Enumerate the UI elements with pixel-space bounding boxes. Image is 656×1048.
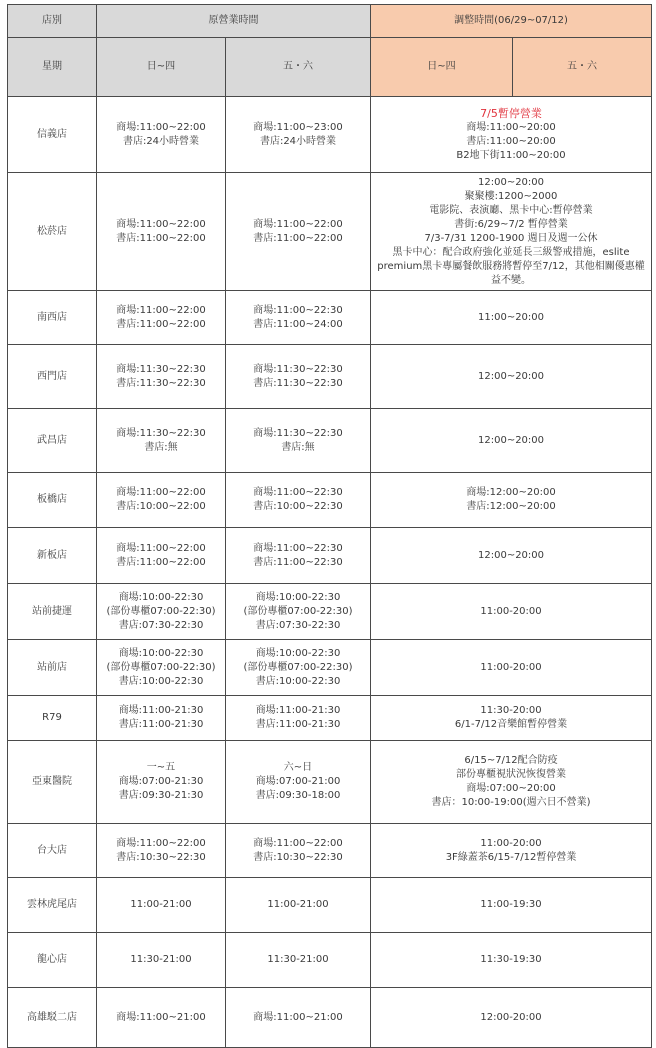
store-name: 站前捷運 [8, 584, 97, 640]
original-hours-fri-sat [226, 97, 371, 173]
table-body [8, 97, 652, 1048]
hours-line: 書店:09:30-21:30 [118, 790, 204, 801]
original-hours-sun-thu [97, 173, 226, 291]
hours-line: 商場:11:00~22:00 [116, 304, 206, 316]
hours-line: 商場:11:00~22:00 [253, 837, 343, 849]
hours-line: 商場:11:00~22:30 [253, 304, 343, 316]
original-hours-sun-thu [97, 878, 226, 933]
original-hours-fri-sat [226, 473, 371, 528]
header-orig-fri-sat: 五・六 [226, 38, 371, 97]
adjusted-hours-line: 3F綠蓋茶6/15-7/12暫停營業 [445, 851, 577, 863]
adjusted-hours [371, 696, 652, 741]
table-row [8, 933, 652, 988]
hours-line: 商場:11:00~21:00 [116, 1011, 206, 1023]
hours-line: 書店:10:30~22:30 [116, 851, 206, 863]
hours-line: 書店:10:00-22:30 [255, 675, 341, 687]
table-row [8, 528, 652, 584]
adjusted-hours [371, 878, 652, 933]
hours-line: 商場:11:00~22:00 [253, 218, 343, 230]
header-store: 店別 [8, 5, 97, 38]
adjusted-hours-line: 聚聚樓:1200~2000 [464, 190, 558, 202]
adjusted-hours [371, 97, 652, 173]
adjusted-hours [371, 473, 652, 528]
adjusted-hours-line: 11:00~20:00 [478, 311, 545, 323]
table-row [8, 584, 652, 640]
hours-line: 商場:11:00~22:00 [116, 218, 206, 230]
store-name: 西門店 [8, 345, 97, 409]
adjusted-hours-line: 書店:12:00~20:00 [466, 501, 556, 512]
hours-line: 11:30-21:00 [130, 954, 192, 965]
adjusted-hours-line: 商場:12:00~20:00 [466, 487, 556, 498]
hours-line: 書店:10:30~22:30 [253, 851, 343, 863]
original-hours-sun-thu [97, 528, 226, 584]
hours-line: 商場:10:00-22:30 [118, 647, 204, 659]
original-hours-fri-sat [226, 878, 371, 933]
table-row [8, 741, 652, 824]
original-hours-fri-sat [226, 824, 371, 878]
table-row [8, 640, 652, 696]
hours-line: 書店:09:30-18:00 [255, 790, 341, 801]
hours-line: 商場:11:00~22:00 [116, 542, 206, 554]
hours-line: 書店:11:00~22:00 [116, 318, 206, 330]
table-row [8, 291, 652, 345]
hours-line: 商場:07:00-21:00 [255, 776, 341, 787]
adjusted-hours-line: 11:00-20:00 [480, 605, 542, 617]
hours-line: 11:00-21:00 [130, 899, 192, 910]
adjusted-hours-line: 6/1-7/12音樂館暫停營業 [454, 719, 568, 730]
original-hours-fri-sat [226, 988, 371, 1048]
original-hours-fri-sat [226, 291, 371, 345]
adjusted-hours [371, 409, 652, 473]
store-name: 新板店 [8, 528, 97, 584]
adjusted-hours [371, 640, 652, 696]
table-row [8, 473, 652, 528]
adjusted-hours [371, 345, 652, 409]
store-name: 信義店 [8, 97, 97, 173]
hours-line: 商場:11:00-21:30 [255, 705, 341, 716]
hours-line: 11:00-21:00 [267, 899, 329, 910]
header-adj-fri-sat: 五・六 [513, 38, 652, 97]
original-hours-sun-thu [97, 696, 226, 741]
table-row [8, 696, 652, 741]
store-name: 站前店 [8, 640, 97, 696]
hours-line: 書店:11:00~22:30 [253, 556, 343, 568]
hours-line: 商場:11:30~22:30 [116, 427, 206, 439]
hours-line: 書店:11:30~22:30 [116, 377, 206, 389]
hours-line: 六~日 [283, 762, 313, 773]
hours-line: 11:30-21:00 [267, 954, 329, 965]
hours-line: 書店:11:00~24:00 [253, 318, 343, 330]
hours-line: 書店:24小時營業 [259, 135, 337, 147]
adjusted-hours [371, 741, 652, 824]
hours-line: 商場:11:00~22:30 [253, 487, 343, 498]
hours-line: 商場:10:00-22:30 [118, 591, 204, 603]
hours-line: 商場:07:00-21:30 [118, 776, 204, 787]
original-hours-sun-thu [97, 741, 226, 824]
hours-line: (部份專櫃07:00-22:30) [106, 661, 216, 673]
table-row [8, 988, 652, 1048]
hours-line: 書店:10:00-22:30 [118, 675, 204, 687]
hours-line: 書店:07:30-22:30 [118, 619, 204, 631]
original-hours-sun-thu [97, 97, 226, 173]
hours-line: 書店:11:30~22:30 [253, 377, 343, 389]
adjusted-hours-line: 12:00~20:00 [478, 434, 545, 446]
hours-line: 書店:11:00~22:00 [253, 232, 343, 244]
hours-line: 書店:10:00~22:00 [116, 501, 206, 512]
original-hours-sun-thu [97, 640, 226, 696]
original-hours-fri-sat [226, 741, 371, 824]
hours-line: 書店:無 [281, 441, 315, 453]
adjusted-hours-line: 12:00~20:00 [478, 370, 545, 382]
hours-line: 商場:10:00-22:30 [255, 647, 341, 659]
store-name: 南西店 [8, 291, 97, 345]
adjusted-hours-line: 書店:11:00~20:00 [466, 135, 556, 147]
original-hours-fri-sat [226, 696, 371, 741]
store-name: 亞東醫院 [8, 741, 97, 824]
adjusted-hours [371, 824, 652, 878]
original-hours-sun-thu [97, 473, 226, 528]
hours-line: 商場:10:00-22:30 [255, 591, 341, 603]
table-row [8, 409, 652, 473]
table-row [8, 173, 652, 291]
hours-line: 商場:11:30~22:30 [253, 427, 343, 439]
table-row [8, 824, 652, 878]
store-name: 龍心店 [8, 933, 97, 988]
adjusted-hours-line: 商場:07:00~20:00 [466, 783, 556, 794]
original-hours-fri-sat [226, 528, 371, 584]
hours-line: 書店:11:00~22:00 [116, 232, 206, 244]
adjusted-hours-line: 11:00-19:30 [480, 899, 542, 910]
original-hours-fri-sat [226, 933, 371, 988]
store-name: 板橋店 [8, 473, 97, 528]
adjusted-hours [371, 584, 652, 640]
hours-line: 書店:11:00-21:30 [255, 719, 341, 730]
store-name: 台大店 [8, 824, 97, 878]
hours-line: 書店:11:00~22:00 [116, 556, 206, 568]
adjusted-hours-line: 7/3-7/31 1200-1900 週日及週一公休 [424, 232, 598, 244]
table-row [8, 97, 652, 173]
original-hours-fri-sat [226, 345, 371, 409]
hours-line: (部份專櫃07:00-22:30) [106, 605, 216, 617]
hours-line: 商場:11:00~22:00 [116, 121, 206, 133]
original-hours-sun-thu [97, 584, 226, 640]
adjusted-hours-line: 書街:6/29~7/2 暫停營業 [454, 218, 568, 230]
hours-line: (部份專櫃07:00-22:30) [243, 605, 353, 617]
table-row [8, 345, 652, 409]
hours-line: 商場:11:00~22:00 [116, 837, 206, 849]
hours-line: (部份專櫃07:00-22:30) [243, 661, 353, 673]
adjusted-hours-line: 11:30-20:00 [480, 705, 542, 716]
hours-line: 商場:11:00~21:00 [253, 1011, 343, 1023]
original-hours-sun-thu [97, 345, 226, 409]
header-orig-sun-thu: 日~四 [97, 38, 226, 97]
hours-line: 商場:11:00~22:30 [253, 542, 343, 554]
hours-line: 書店:11:00-21:30 [118, 719, 204, 730]
original-hours-fri-sat [226, 584, 371, 640]
adjusted-hours-line: 12:00~20:00 [478, 549, 545, 561]
original-hours-sun-thu [97, 291, 226, 345]
adjusted-hours-line: 12:00-20:00 [480, 1011, 542, 1023]
original-hours-sun-thu [97, 824, 226, 878]
store-name: 松菸店 [8, 173, 97, 291]
table-row [8, 878, 652, 933]
adjusted-hours [371, 528, 652, 584]
adjusted-hours-line: 書店：10:00-19:00(週六日不營業) [431, 797, 591, 808]
original-hours-fri-sat [226, 409, 371, 473]
hours-line: 商場:11:30~22:30 [253, 363, 343, 375]
header-adj-sun-thu: 日~四 [371, 38, 513, 97]
adjusted-hours-line: B2地下街11:00~20:00 [456, 149, 566, 161]
store-hours-table [7, 4, 652, 1048]
adjusted-hours-line: 11:00-20:00 [480, 837, 542, 849]
header-adjusted-hours: 調整時間(06/29~07/12) [371, 5, 652, 38]
adjusted-hours-line: 電影院、表演廳、黑卡中心:暫停營業 [429, 204, 593, 216]
original-hours-sun-thu [97, 988, 226, 1048]
header-weekday: 星期 [8, 38, 97, 97]
original-hours-fri-sat [226, 640, 371, 696]
hours-line: 商場:11:30~22:30 [116, 363, 206, 375]
adjusted-hours [371, 933, 652, 988]
store-name: R79 [8, 696, 97, 741]
hours-table-container [7, 4, 651, 1048]
store-name: 高雄駁二店 [8, 988, 97, 1048]
header-original-hours: 原營業時間 [97, 5, 371, 38]
hours-line: 商場:11:00~23:00 [253, 121, 343, 133]
store-name: 雲林虎尾店 [8, 878, 97, 933]
hours-line: 商場:11:00~22:00 [116, 487, 206, 498]
hours-line: 書店:無 [144, 441, 178, 453]
original-hours-sun-thu [97, 409, 226, 473]
hours-line: 一~五 [146, 762, 176, 773]
adjusted-hours-line: 6/15~7/12配合防疫 [464, 755, 558, 766]
adjusted-hours-line: 商場:11:00~20:00 [466, 121, 556, 133]
original-hours-fri-sat [226, 173, 371, 291]
closure-alert: 7/5暫停營業 [480, 106, 542, 120]
adjusted-hours-line: 11:00-20:00 [480, 661, 542, 673]
hours-line: 書店:10:00~22:30 [253, 501, 343, 512]
hours-line: 商場:11:00-21:30 [118, 705, 204, 716]
hours-line: 書店:24小時營業 [122, 135, 200, 147]
adjusted-hours [371, 291, 652, 345]
adjusted-hours-line: 11:30-19:30 [480, 954, 542, 965]
original-hours-sun-thu [97, 933, 226, 988]
adjusted-hours [371, 173, 652, 291]
adjusted-hours-line: 黑卡中心：配合政府強化並延長三級警戒措施，eslite premium黑卡專屬餐飲服務將暫停至7/12，其他相關優惠權益不變。 [377, 246, 645, 286]
store-name: 武昌店 [8, 409, 97, 473]
adjusted-hours-line: 12:00~20:00 [478, 176, 545, 188]
hours-line: 書店:07:30-22:30 [255, 619, 341, 631]
adjusted-hours-line: 部份專櫃視狀況恢復營業 [456, 769, 566, 780]
adjusted-hours [371, 988, 652, 1048]
